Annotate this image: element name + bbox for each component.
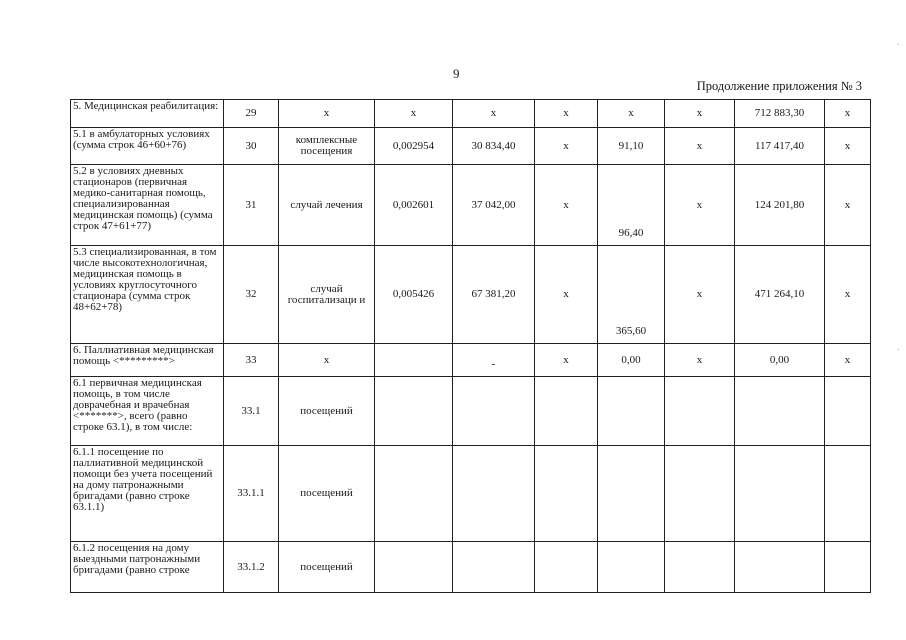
cell-label: 6.1.2 посещения на дому выездными патронажными бригадами (равно строке bbox=[71, 542, 224, 593]
cell-total bbox=[735, 377, 825, 446]
cell-c10: х bbox=[825, 165, 871, 246]
cell-total: 124 201,80 bbox=[735, 165, 825, 246]
cell-norm bbox=[375, 344, 453, 377]
continuation-note: Продолжение приложения № 3 bbox=[696, 79, 862, 93]
cell-cost bbox=[453, 542, 535, 593]
cell-unit: случай лечения bbox=[279, 165, 375, 246]
cell-c7 bbox=[598, 542, 665, 593]
cell-total: 471 264,10 bbox=[735, 246, 825, 344]
cell-label: 5.3 специализированная, в том числе высокотехнологичная, медицинская помощь в условиях круглосуточного стационара (сумма строк 48+62+78) bbox=[71, 246, 224, 344]
cell-norm: 0,002954 bbox=[375, 128, 453, 165]
table-row bbox=[71, 165, 871, 246]
cell-c6: х bbox=[535, 165, 598, 246]
cell-cost: 67 381,20 bbox=[453, 246, 535, 344]
scan-mark: · bbox=[896, 40, 900, 51]
cell-c8 bbox=[665, 542, 735, 593]
cell-num: 33 bbox=[224, 344, 279, 377]
cell-num: 33.1.1 bbox=[224, 446, 279, 542]
cell-c8: х bbox=[665, 128, 735, 165]
cell-c7: х bbox=[598, 100, 665, 128]
cell-total bbox=[735, 542, 825, 593]
cell-num: 32 bbox=[224, 246, 279, 344]
cell-c10 bbox=[825, 377, 871, 446]
cell-total: 0,00 bbox=[735, 344, 825, 377]
cell-cost: х bbox=[453, 100, 535, 128]
cell-c8: х bbox=[665, 246, 735, 344]
table-row bbox=[71, 542, 871, 593]
financing-table bbox=[70, 99, 871, 593]
cell-unit: посещений bbox=[279, 377, 375, 446]
cell-label: 6. Паллиативная медицинская помощь <*********> bbox=[71, 344, 224, 377]
cell-c10: х bbox=[825, 344, 871, 377]
cell-unit: х bbox=[279, 344, 375, 377]
cell-c10: х bbox=[825, 100, 871, 128]
cell-c10 bbox=[825, 446, 871, 542]
cell-c8: х bbox=[665, 165, 735, 246]
cell-norm bbox=[375, 446, 453, 542]
cell-label: 6.1.1 посещение по паллиативной медицинской помощи без учета посещений на дому патронажными бригадами (равно строке 63.1.1) bbox=[71, 446, 224, 542]
cell-c6: х bbox=[535, 246, 598, 344]
cell-c8 bbox=[665, 377, 735, 446]
cell-label: 5.2 в условиях дневных стационаров (первичная медико-санитарная помощь, специализированная медицинская помощь) (сумма строк 47+61+77) bbox=[71, 165, 224, 246]
cell-cost bbox=[453, 377, 535, 446]
cell-c8 bbox=[665, 446, 735, 542]
cell-norm: х bbox=[375, 100, 453, 128]
table-row bbox=[71, 446, 871, 542]
cell-unit: х bbox=[279, 100, 375, 128]
cell-total bbox=[735, 446, 825, 542]
cell-num: 29 bbox=[224, 100, 279, 128]
cell-total: 117 417,40 bbox=[735, 128, 825, 165]
table-row bbox=[71, 377, 871, 446]
cell-total: 712 883,30 bbox=[735, 100, 825, 128]
cell-c6: х bbox=[535, 128, 598, 165]
cell-cost: 30 834,40 bbox=[453, 128, 535, 165]
cell-label: 5.1 в амбулаторных условиях (сумма строк 46+60+76) bbox=[71, 128, 224, 165]
cell-cost bbox=[453, 446, 535, 542]
cell-c6 bbox=[535, 542, 598, 593]
cell-num: 33.1.2 bbox=[224, 542, 279, 593]
cell-c7: 365,60 bbox=[598, 246, 665, 344]
cell-num: 31 bbox=[224, 165, 279, 246]
cell-num: 33.1 bbox=[224, 377, 279, 446]
cell-norm bbox=[375, 542, 453, 593]
table-row bbox=[71, 246, 871, 344]
cell-label: 5. Медицинская реабилитация: bbox=[71, 100, 224, 128]
cell-c7: 0,00 bbox=[598, 344, 665, 377]
cell-c10 bbox=[825, 542, 871, 593]
table-row bbox=[71, 100, 871, 128]
cell-norm bbox=[375, 377, 453, 446]
cell-norm: 0,005426 bbox=[375, 246, 453, 344]
cell-c7: 96,40 bbox=[598, 165, 665, 246]
cell-c6: х bbox=[535, 344, 598, 377]
cell-c8: х bbox=[665, 344, 735, 377]
cell-c6 bbox=[535, 377, 598, 446]
cell-c7: 91,10 bbox=[598, 128, 665, 165]
cell-c7 bbox=[598, 446, 665, 542]
cell-cost: - bbox=[453, 344, 535, 377]
cell-c7 bbox=[598, 377, 665, 446]
page-number: 9 bbox=[453, 66, 460, 81]
cell-c10: х bbox=[825, 128, 871, 165]
cell-c6 bbox=[535, 446, 598, 542]
cell-unit: посещений bbox=[279, 542, 375, 593]
scan-mark: · bbox=[896, 345, 900, 356]
cell-c10: х bbox=[825, 246, 871, 344]
cell-unit: случай госпитализаци и bbox=[279, 246, 375, 344]
table-row bbox=[71, 128, 871, 165]
cell-num: 30 bbox=[224, 128, 279, 165]
cell-cost: 37 042,00 bbox=[453, 165, 535, 246]
cell-unit: комплексные посещения bbox=[279, 128, 375, 165]
cell-label: 6.1 первичная медицинская помощь, в том числе доврачебная и врачебная <*******>, всего (равно строке 63.1), в том числе: bbox=[71, 377, 224, 446]
cell-unit: посещений bbox=[279, 446, 375, 542]
table-row bbox=[71, 344, 871, 377]
cell-c8: х bbox=[665, 100, 735, 128]
cell-norm: 0,002601 bbox=[375, 165, 453, 246]
cell-c6: х bbox=[535, 100, 598, 128]
